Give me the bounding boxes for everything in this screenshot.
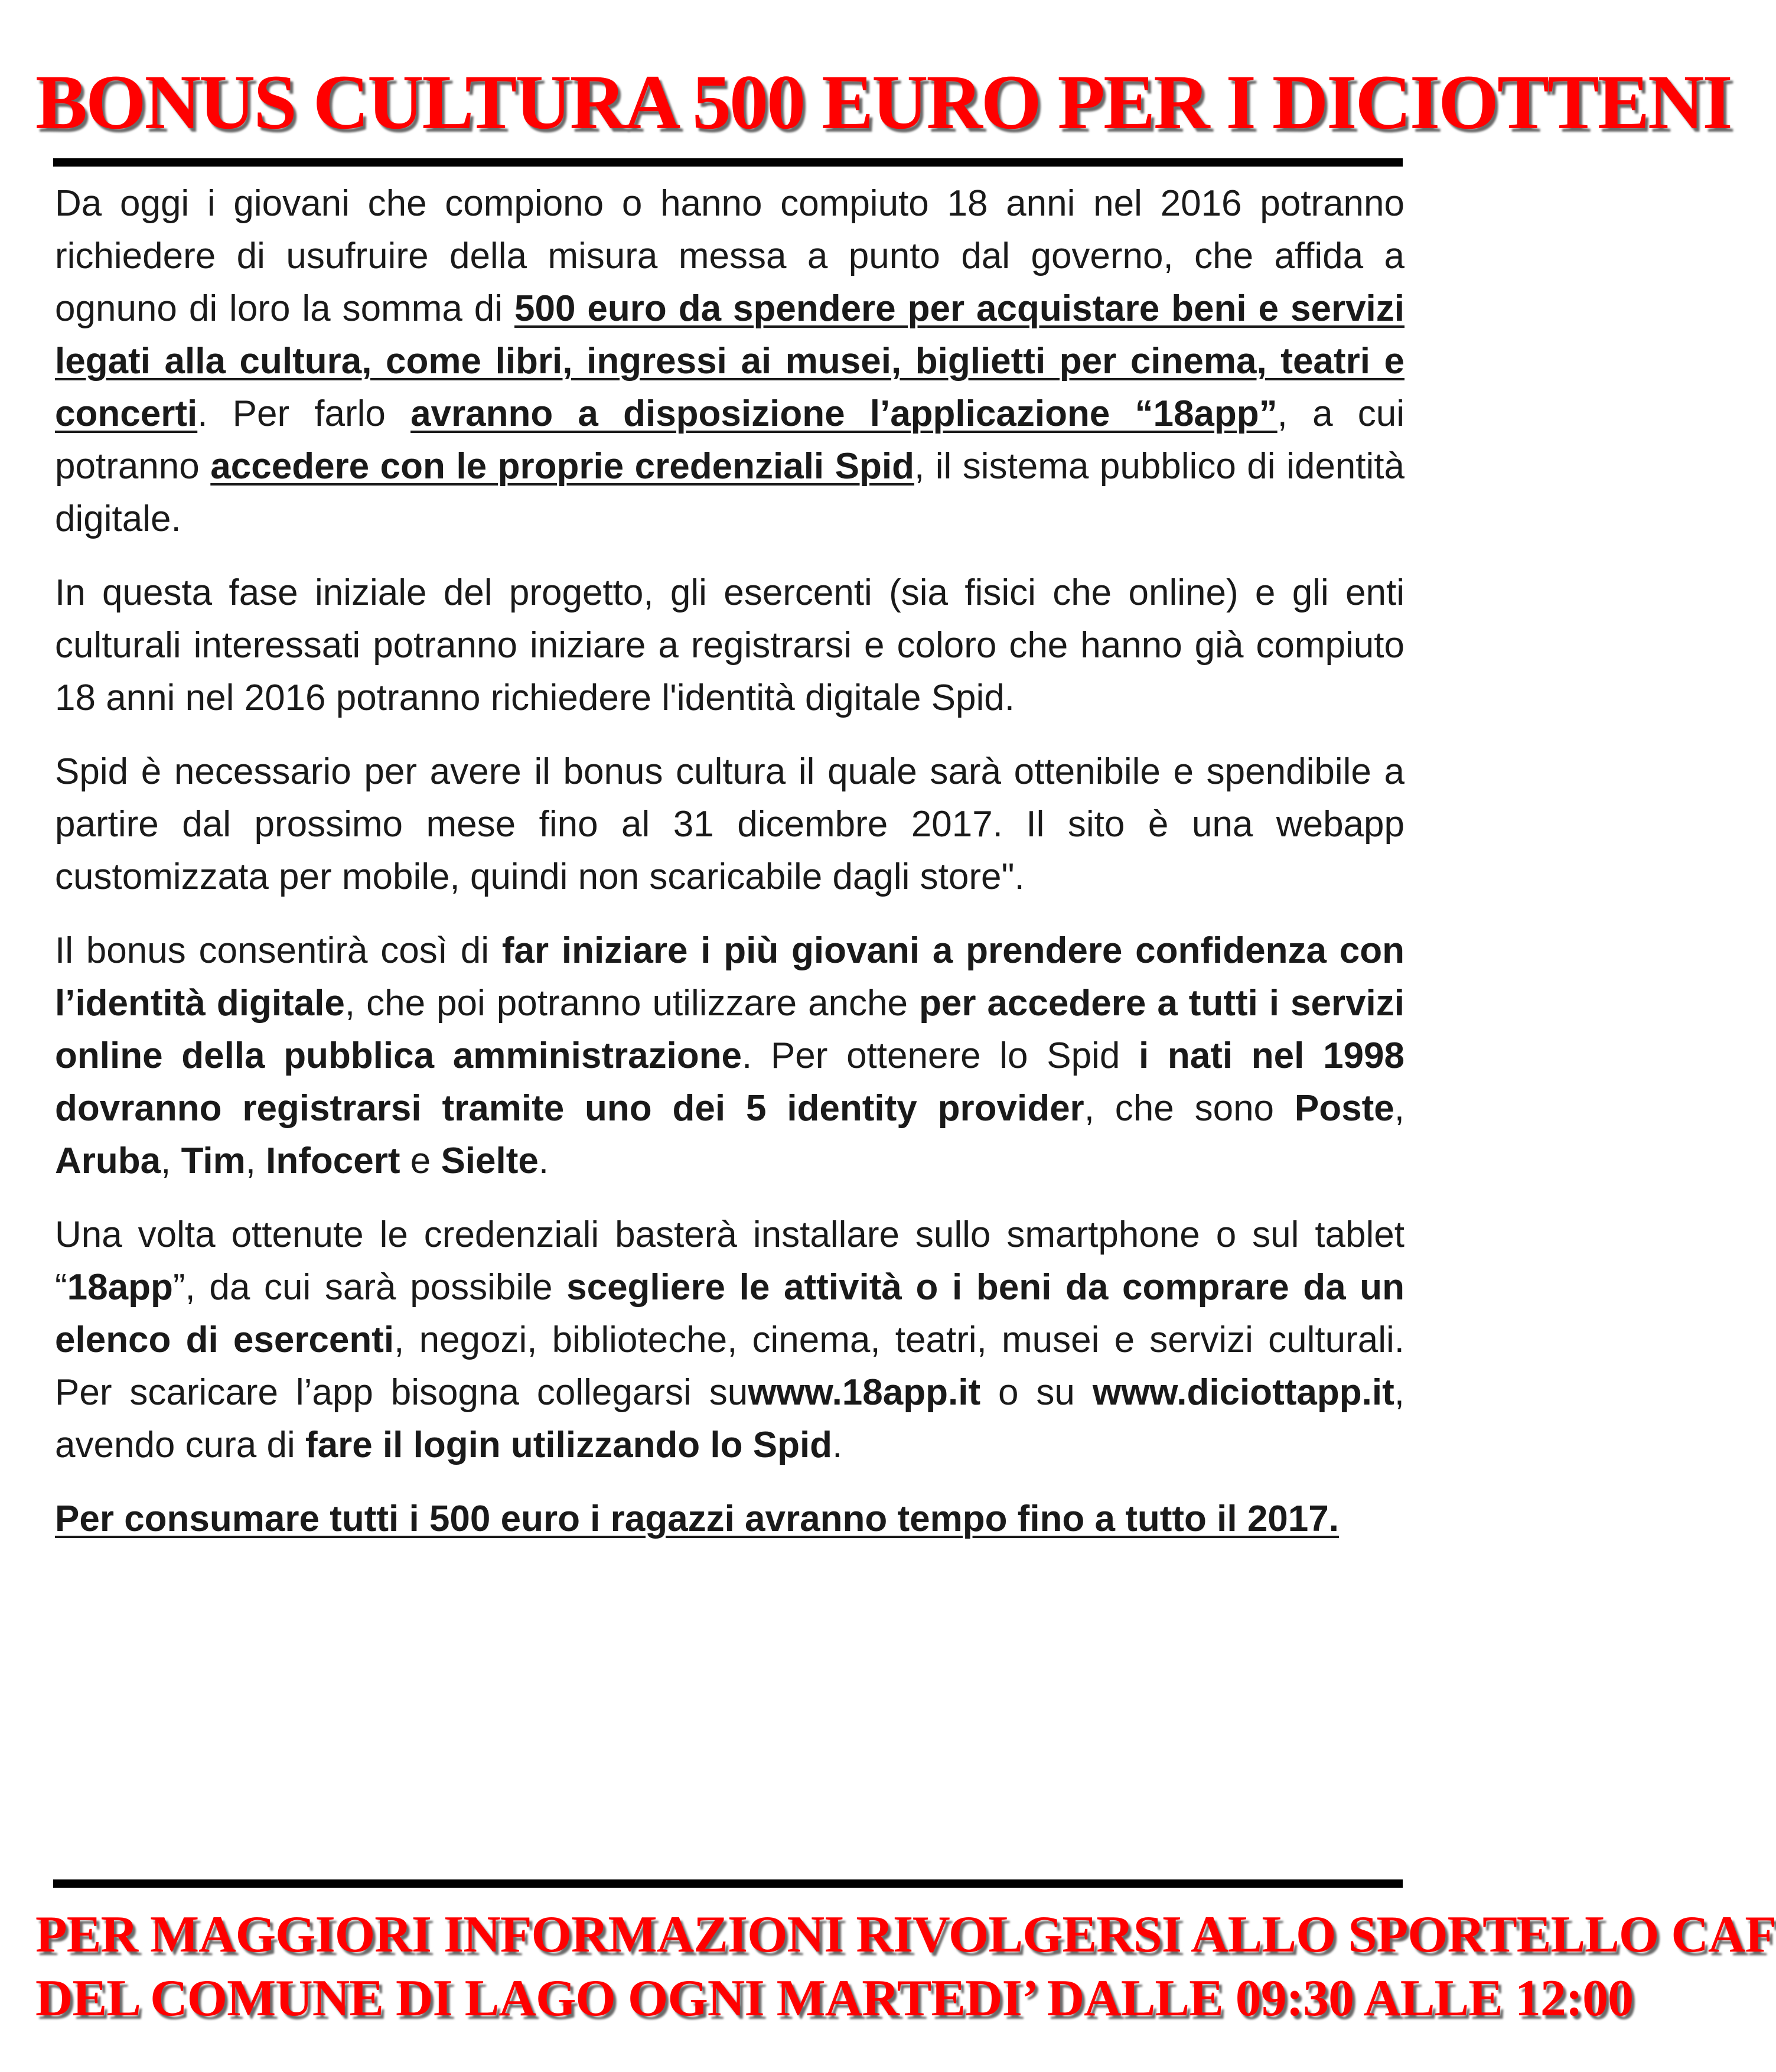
intro-text-1: Da oggi i giovani che compiono o hanno compiuto 18 anni nel 2016 potranno richiedere di usufruire della misura messa a punto dal governo, che affida a ognuno di loro la somma di — [55, 183, 1404, 329]
provider-infocert: Infocert — [266, 1141, 400, 1181]
provider-sielte: Sielte — [441, 1141, 539, 1181]
bonus-text-9: . — [538, 1141, 549, 1181]
footer-info — [35, 1903, 1776, 2031]
bonus-text-5: , — [1394, 1088, 1404, 1129]
app-text-4: o su — [980, 1372, 1093, 1413]
intro-highlight-amount: 500 euro da spendere per acquistare beni e servizi legati alla cultura, come libri, ingressi ai musei, biglietti per cinema, teatri e concerti — [55, 288, 1405, 434]
top-divider — [53, 158, 1403, 167]
intro-text-4: , il sistema pubblico di identità digitale. — [55, 446, 1404, 539]
bonus-highlight-1998: i nati nel 1998 dovranno registrarsi tramite uno dei 5 identity provider — [55, 1035, 1404, 1129]
paragraph-bonus — [55, 924, 1404, 1187]
bonus-text-7: , — [245, 1141, 266, 1181]
app-text-6: . — [832, 1425, 843, 1465]
paragraph-app — [55, 1208, 1404, 1471]
app-text-2: ”, da cui sarà possibile — [172, 1267, 567, 1308]
footer-line-2: DEL COMUNE DI LAGO OGNI MARTEDI’ DALLE 09:30 ALLE 12:00 — [35, 1970, 1634, 2027]
app-highlight-login: fare il login utilizzando lo Spid — [305, 1425, 833, 1465]
paragraph-spid: Spid è necessario per avere il bonus cultura il quale sarà ottenibile e spendibile a partire dal prossimo mese fino al 31 dicembre 2017. Il sito è una webapp customizzata per mobile, quindi non scaricabile dagli store". — [55, 751, 1404, 897]
article-body — [55, 177, 1404, 1566]
bonus-text-1: Il bonus consentirà così di — [55, 930, 502, 971]
app-text-3: , negozi, biblioteche, cinema, teatri, musei e servizi culturali. Per scaricare l’app bisogna collegarsi su — [55, 1320, 1404, 1413]
bonus-text-6: , — [161, 1141, 181, 1181]
bonus-text-2: , che poi potranno utilizzare anche — [344, 983, 919, 1024]
url-diciottapp: www.diciottapp.it — [1092, 1372, 1394, 1413]
app-text-1: Una volta ottenute le credenziali basterà installare sullo smartphone o sul tablet “ — [55, 1214, 1404, 1308]
bonus-text-4: , che sono — [1084, 1088, 1295, 1129]
provider-aruba: Aruba — [55, 1141, 161, 1181]
bonus-text-8: e — [400, 1141, 441, 1181]
flyer-title: BONUS CULTURA 500 EURO PER I DICIOTTENI — [35, 58, 1731, 145]
bonus-text-3: . Per ottenere lo Spid — [742, 1035, 1139, 1076]
url-18app: www.18app.it — [748, 1372, 981, 1413]
intro-text-3: , a cui potranno — [55, 393, 1404, 487]
deadline-text: Per consumare tutti i 500 euro i ragazzi avranno tempo fino a tutto il 2017. — [55, 1498, 1339, 1539]
bottom-divider — [53, 1879, 1403, 1888]
bonus-highlight-services: per accedere a tutti i servizi online della pubblica amministrazione — [55, 983, 1404, 1076]
paragraph-deadline — [55, 1493, 1404, 1545]
paragraph-initial-phase: In questa fase iniziale del progetto, gli esercenti (sia fisici che online) e gli enti culturali interessati potranno iniziare a registrarsi e coloro che hanno già compiuto 18 anni nel 2016 potranno richiedere l'identità digitale Spid. — [55, 572, 1404, 718]
provider-tim: Tim — [181, 1141, 246, 1181]
intro-text-2: . Per farlo — [197, 393, 411, 434]
app-text-5: , avendo cura di — [55, 1372, 1404, 1465]
app-name: 18app — [67, 1267, 173, 1308]
intro-highlight-spid: accedere con le proprie credenziali Spid — [210, 446, 914, 487]
intro-highlight-app: avranno a disposizione l’applicazione “18app” — [410, 393, 1278, 434]
footer-line-1: PER MAGGIORI INFORMAZIONI RIVOLGERSI ALLO SPORTELLO CAF — [35, 1906, 1776, 1963]
app-highlight-choose: scegliere le attività o i beni da comprare da un elenco di esercenti — [55, 1267, 1404, 1360]
paragraph-intro — [55, 177, 1404, 545]
provider-poste: Poste — [1294, 1088, 1394, 1129]
bonus-highlight-confidence: far iniziare i più giovani a prendere confidenza con l’identità digitale — [55, 930, 1404, 1024]
